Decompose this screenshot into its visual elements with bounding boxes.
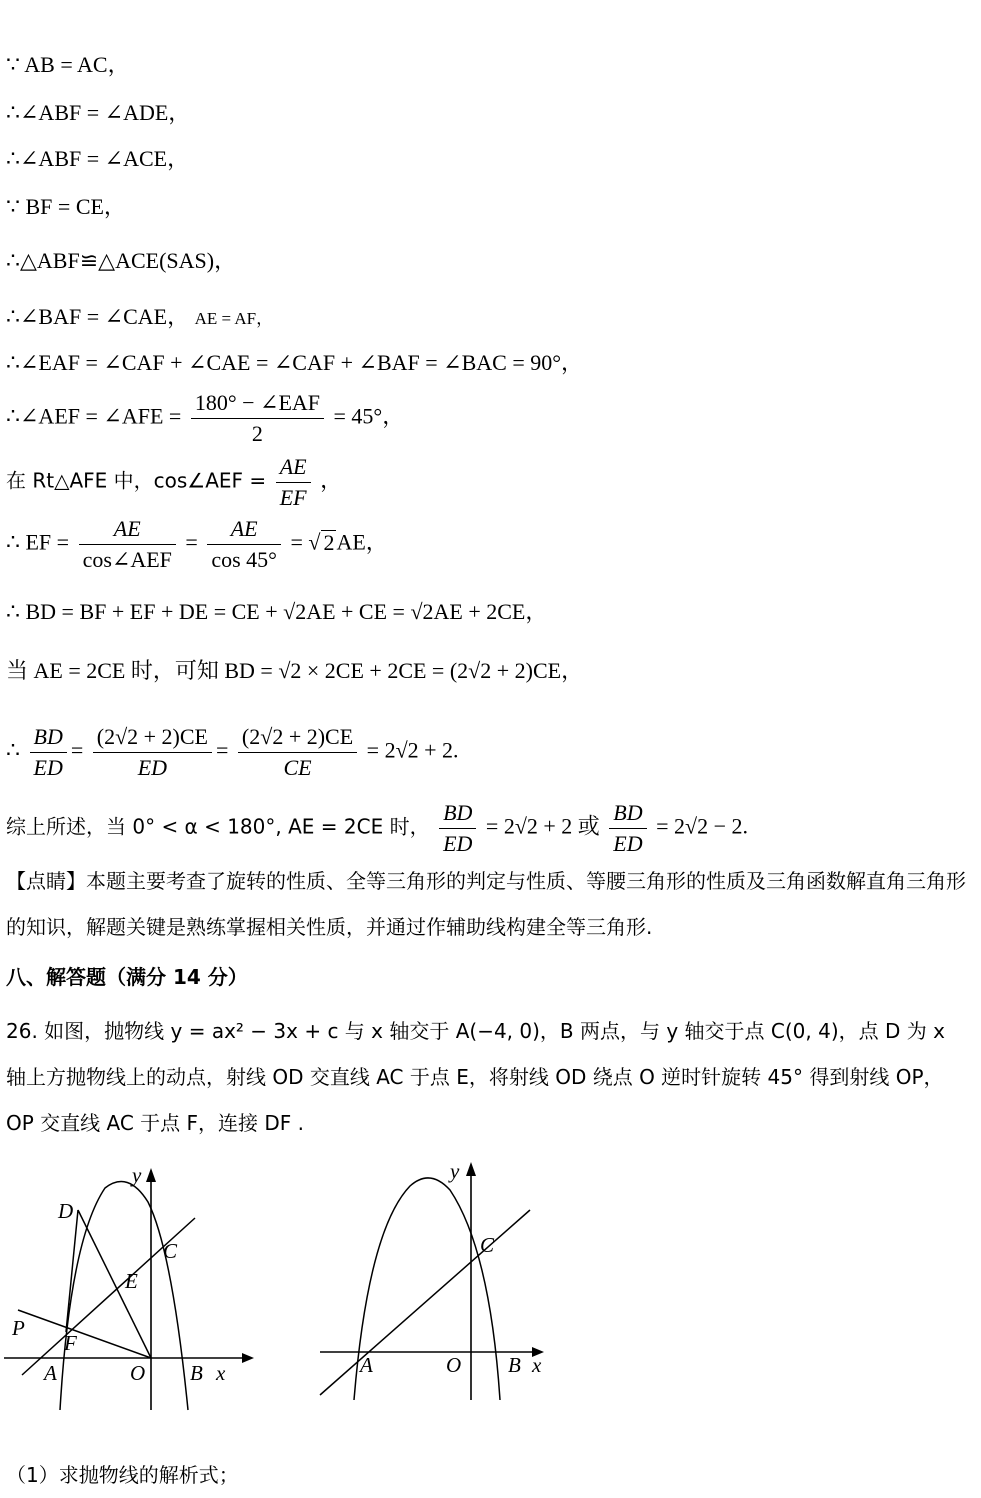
fig1-label-d: D bbox=[58, 1199, 74, 1223]
line10-pre: ∴ EF = bbox=[6, 529, 70, 555]
line10-denominator-1: cos∠AEF bbox=[82, 547, 172, 572]
line14-post: = 2√2 − 2. bbox=[656, 813, 749, 839]
line13-denominator-1: ED bbox=[33, 755, 63, 780]
line14-denominator-1: ED bbox=[443, 831, 473, 856]
proof-line-1: ∵ AB = AC， bbox=[6, 52, 130, 77]
section-title: 八、解答题（满分 14 分） bbox=[6, 965, 248, 989]
line9-numerator: AE bbox=[276, 452, 311, 483]
line13-post: = 2√2 + 2. bbox=[366, 737, 459, 763]
fig2-label-c: C bbox=[480, 1233, 495, 1257]
line14-fraction-1 bbox=[439, 798, 476, 859]
line10-eq: = bbox=[185, 529, 198, 555]
fig1-label-a: A bbox=[44, 1361, 57, 1385]
line9-fraction bbox=[276, 452, 311, 513]
line8-post: = 45°， bbox=[333, 403, 405, 429]
line10-numerator-2: AE bbox=[207, 514, 281, 545]
line8-pre: ∴∠AEF = ∠AFE = bbox=[6, 403, 182, 429]
proof-line-3: ∴∠ABF = ∠ACE， bbox=[6, 146, 190, 171]
fig1-label-p: P bbox=[12, 1316, 25, 1340]
proof-line-11: ∴ BD = BF + EF + DE = CE + √2AE + CE = √2AE + 2CE， bbox=[6, 599, 548, 624]
fig2-label-y: y bbox=[450, 1159, 460, 1183]
line13-numerator-2: (2√2 + 2)CE bbox=[93, 722, 212, 753]
line14-denominator-2: ED bbox=[613, 831, 643, 856]
line13-fraction-2 bbox=[93, 722, 212, 783]
line14-numerator-1: BD bbox=[439, 798, 476, 829]
fig1-label-c: C bbox=[163, 1239, 178, 1263]
figure-1 bbox=[0, 1160, 260, 1420]
line8-denominator: 2 bbox=[251, 421, 263, 446]
fig1-label-x: x bbox=[216, 1361, 226, 1385]
line10-fraction-1 bbox=[79, 514, 176, 575]
line13-numerator-1: BD bbox=[30, 722, 67, 753]
line14-mid: = 2√2 + 2 或 bbox=[485, 813, 600, 839]
proof-line-5: ∴△ABF≌△ACE(SAS)， bbox=[6, 248, 237, 273]
fig1-label-o: O bbox=[130, 1361, 146, 1385]
fig1-label-e: E bbox=[125, 1269, 138, 1293]
line10-denominator-2: cos 45° bbox=[211, 547, 277, 572]
line13-numerator-3: (2√2 + 2)CE bbox=[238, 722, 357, 753]
line8-numerator: 180° − ∠EAF bbox=[191, 388, 324, 419]
proof-line-2: ∴∠ABF = ∠ADE， bbox=[6, 100, 191, 125]
line13-denominator-2: ED bbox=[137, 755, 168, 780]
line13-denominator-3: CE bbox=[283, 755, 312, 780]
question-1: （1）求抛物线的解析式； bbox=[6, 1463, 239, 1487]
line10-post-b: AE， bbox=[336, 529, 388, 555]
problem-26-text: 26. 如图，抛物线 y = ax² − 3x + c 与 x 轴交于 A(−4, 0)，B 两点，与 y 轴交于点 C(0, 4)，点 D 为 x 轴上方抛物线上的动点，射线 OD 交直线 AC 于点 E，将射线 OD 绕点 O 逆时针旋转 45° 得到射线 OP，OP 交直线 AC 于点 F，连接 DF . bbox=[6, 1019, 945, 1135]
line10-fraction-2 bbox=[207, 514, 281, 575]
line9-pre: 在 Rt△AFE 中，cos∠AEF = bbox=[6, 468, 267, 493]
proof-line-6a: ∴∠BAF = ∠CAE， bbox=[6, 304, 190, 329]
proof-line-7: ∴∠EAF = ∠CAF + ∠CAE = ∠CAF + ∠BAF = ∠BAC = 90°， bbox=[6, 350, 584, 375]
line14-fraction-2 bbox=[609, 798, 646, 859]
fig2-label-a: A bbox=[360, 1353, 373, 1377]
proof-line-4: ∵ BF = CE， bbox=[6, 194, 126, 219]
fig1-label-f: F bbox=[64, 1331, 77, 1355]
proof-line-6 bbox=[6, 302, 273, 334]
fig1-label-y: y bbox=[132, 1163, 142, 1187]
proof-line-12: 当 AE = 2CE 时，可知 BD = √2 × 2CE + 2CE = (2√2 + 2)CE， bbox=[6, 658, 584, 683]
proof-line-6b: AE = AF， bbox=[194, 309, 274, 328]
proof-line-13: ∴ $\frac{BD}{ED}$ = $\frac{(2√2 + 2)CE}{ED}$ = $\frac{(2√2 + 2)CE}{CE}$ = 2√2 + 2. bbox=[6, 722, 459, 783]
line9-post: ， bbox=[320, 467, 343, 493]
proof-line-9 bbox=[6, 452, 342, 513]
proof-line-8 bbox=[6, 388, 404, 449]
fig1-label-b: B bbox=[190, 1361, 203, 1385]
comment-paragraph: 【点睛】本题主要考查了旋转的性质、全等三角形的判定与性质、等腰三角形的性质及三角函数解直角三角形的知识，解题关键是熟练掌握相关性质，并通过作辅助线构建全等三角形. bbox=[6, 869, 966, 939]
line9-denominator: EF bbox=[279, 485, 307, 510]
figure-2 bbox=[310, 1150, 570, 1410]
line13-pre: ∴ bbox=[6, 737, 20, 763]
fig2-label-b: B bbox=[508, 1353, 521, 1377]
line8-fraction bbox=[191, 388, 324, 449]
line10-sqrt: 2 bbox=[323, 529, 335, 555]
line14-pre: 综上所述，当 0° < α < 180°, AE = 2CE 时， bbox=[6, 814, 430, 839]
line14-numerator-2: BD bbox=[609, 798, 646, 829]
proof-line-14 bbox=[6, 798, 748, 859]
line13-fraction-3 bbox=[238, 722, 357, 783]
fig2-label-o: O bbox=[446, 1353, 462, 1377]
line13-fraction-1 bbox=[30, 722, 67, 783]
fig2-label-x: x bbox=[532, 1353, 542, 1377]
line10-numerator-1: AE bbox=[79, 514, 176, 545]
proof-line-10: ∴ EF = $\frac{AE}{\text{cos∠AEF}}$ = $\frac{AE}{\cos 45^\circ}$ = √ 2AE， bbox=[6, 514, 388, 575]
line10-post-a: = bbox=[290, 529, 303, 555]
